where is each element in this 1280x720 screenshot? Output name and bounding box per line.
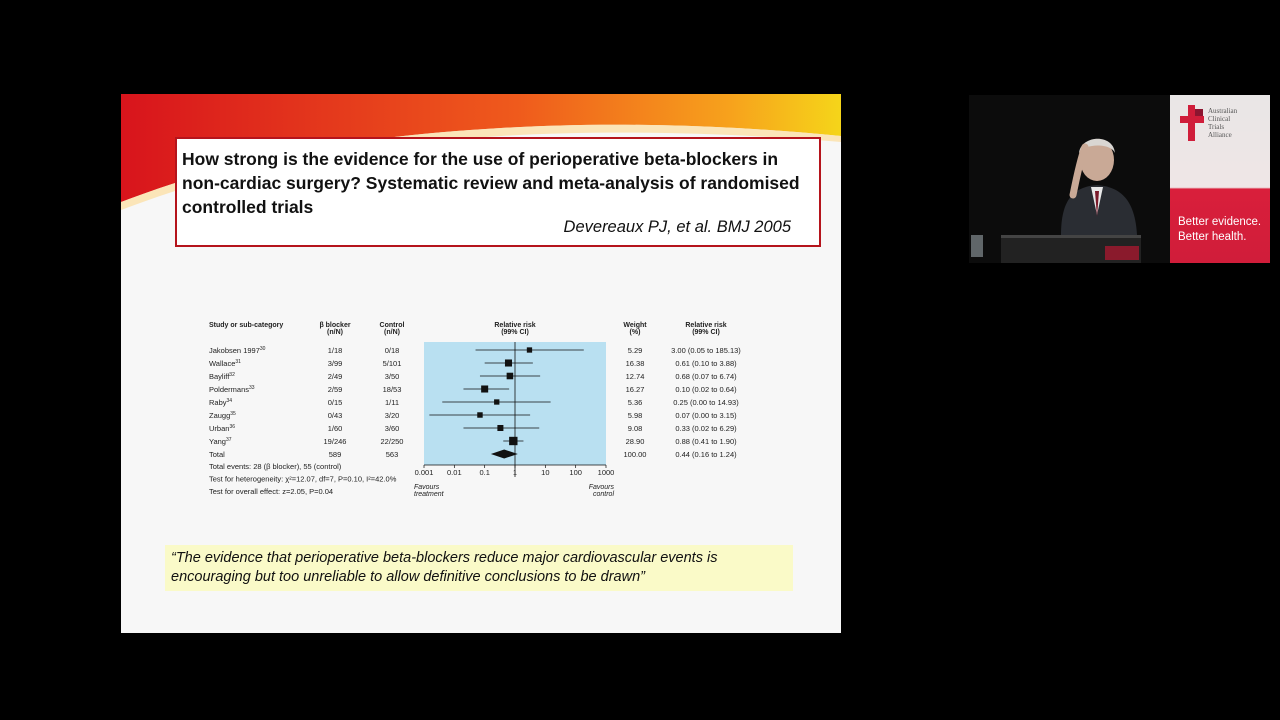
control-cell: 22/250	[380, 437, 404, 446]
footnotes	[209, 462, 397, 496]
study-ref: 34	[226, 398, 233, 404]
study-ref: 36	[229, 424, 235, 430]
footnote-line: Total events: 28 (β blocker), 55 (control)	[209, 462, 342, 471]
effect-marker	[477, 412, 482, 417]
presentation-slide	[121, 94, 841, 633]
ci-cell: 0.61 (0.10 to 3.88)	[675, 359, 737, 368]
study-name: Bayliff$^{32}$	[209, 372, 235, 381]
header-control-sub: (n/N)	[384, 329, 400, 336]
study-name: Urban$^{36}$	[209, 424, 235, 433]
speaker-camera-inset	[969, 95, 1270, 263]
control-cell: 5/101	[382, 359, 402, 368]
header-rr2-sub: (99% CI)	[692, 329, 720, 336]
alliance-cross-logo	[1178, 103, 1208, 143]
effect-marker	[509, 437, 517, 445]
study-name: Jakobsen 1997$^{30}$	[209, 346, 266, 355]
total-control: 563	[385, 450, 399, 459]
podium	[1001, 235, 1141, 263]
study-ref: 35	[230, 411, 236, 417]
weight-cell: 9.08	[627, 424, 643, 433]
banner-org-line: Alliance	[1208, 131, 1232, 139]
ci-cell: 0.25 (0.00 to 14.93)	[673, 398, 739, 407]
weight-cell: 12.74	[625, 372, 645, 381]
header-rr: Relative risk	[494, 322, 536, 329]
header-bblocker-sub: (n/N)	[327, 329, 343, 336]
header-rr2: Relative risk	[685, 322, 727, 329]
citation: Devereaux PJ, et al. BMJ 2005	[563, 218, 791, 236]
favours-right: Favours	[588, 484, 614, 491]
effect-marker	[481, 385, 488, 392]
ci-cell: 0.07 (0.00 to 3.15)	[675, 411, 737, 420]
x-tick-label: 0.1	[479, 468, 490, 477]
footnote-line: Test for heterogeneity: χ²=12.07, df=7, P=0.10, I²=42.0%	[209, 474, 397, 484]
slide-title: How strong is the evidence for the use of perioperative beta-blockers in non-cardiac surgery? Systematic review and meta-analysis of randomised controlled trials	[182, 149, 800, 217]
effect-marker	[497, 425, 503, 431]
control-cell: 1/11	[384, 398, 400, 407]
weight-cell: 28.90	[625, 437, 645, 446]
study-name: Poldermans$^{33}$	[209, 385, 255, 394]
x-tick-label: 100	[569, 468, 582, 477]
effect-marker	[505, 359, 512, 366]
x-tick-label: 1000	[597, 468, 615, 477]
study-ref: 37	[225, 437, 232, 443]
effect-marker	[527, 347, 532, 352]
study-name: Yang$^{37}$	[209, 437, 232, 446]
banner-org-line: Trials	[1208, 123, 1225, 131]
favours-right: control	[592, 491, 614, 498]
study-name: Raby$^{34}$	[209, 398, 233, 407]
control-cell: 3/50	[384, 372, 400, 381]
header-control: Control	[379, 322, 405, 329]
weight-cell: 5.98	[627, 411, 643, 420]
header-weight: Weight	[623, 322, 647, 329]
total-bblocker: 589	[328, 450, 342, 459]
study-ref: 32	[229, 372, 235, 378]
study-name: Wallace$^{31}$	[209, 359, 241, 368]
header-rr-sub: (99% CI)	[501, 329, 529, 336]
total-weight: 100.00	[623, 450, 647, 459]
favours-left: Favours	[414, 484, 440, 491]
bblocker-cell: 3/99	[327, 359, 343, 368]
header-bblocker: β blocker	[319, 322, 351, 329]
bblocker-cell: 1/18	[327, 346, 343, 355]
ci-cell: 0.68 (0.07 to 6.74)	[675, 372, 737, 381]
quote-box: “The evidence that perioperative beta-blockers reduce major cardiovascular events is encouraging but too unreliable to allow definitive conclusions to be drawn”	[165, 545, 793, 591]
weight-cell: 16.38	[625, 359, 645, 368]
ci-cell: 0.10 (0.02 to 0.64)	[675, 385, 737, 394]
weight-cell: 16.27	[625, 385, 645, 394]
ci-cell: 0.33 (0.02 to 6.29)	[675, 424, 737, 433]
weight-cell: 5.36	[627, 398, 643, 407]
bblocker-cell: 2/59	[327, 385, 343, 394]
study-ref: 30	[259, 346, 266, 352]
header-weight-sub: (%)	[629, 329, 641, 336]
control-cell: 3/60	[384, 424, 400, 433]
x-tick-label: 0.001	[414, 468, 434, 477]
total-ci: 0.44 (0.16 to 1.24)	[675, 450, 737, 459]
total-label: Total	[209, 450, 225, 459]
control-cell: 18/53	[382, 385, 402, 394]
bblocker-cell: 19/246	[323, 437, 347, 446]
favours-left: treatment	[414, 491, 444, 498]
banner-org-name	[1208, 107, 1268, 139]
ci-cell: 3.00 (0.05 to 185.13)	[671, 346, 741, 355]
banner-tagline	[1178, 215, 1270, 245]
weight-cell: 5.29	[627, 346, 643, 355]
x-tick-label: 10	[541, 468, 550, 477]
header-study: Study or sub-category	[209, 322, 284, 329]
study-ref: 31	[235, 359, 241, 365]
x-axis	[414, 465, 614, 498]
x-tick-label: 0.01	[447, 468, 462, 477]
study-ref: 33	[249, 385, 255, 391]
podium-logo	[1105, 246, 1139, 260]
banner-org-line: Australian	[1208, 107, 1238, 115]
x-tick-label: 1	[512, 468, 518, 477]
ci-cell: 0.88 (0.41 to 1.90)	[675, 437, 737, 446]
bblocker-cell: 1/60	[327, 424, 343, 433]
bblocker-cell: 0/43	[327, 411, 343, 420]
effect-marker	[507, 373, 514, 380]
effect-marker	[494, 399, 499, 404]
bblocker-cell: 0/15	[327, 398, 343, 407]
footnote-line: Test for overall effect: z=2.05, P=0.04	[209, 487, 334, 496]
banner-org-line: Clinical	[1208, 115, 1231, 123]
study-name: Zaugg$^{35}$	[209, 411, 236, 420]
event-banner	[1170, 95, 1270, 263]
banner-tagline-line: Better evidence.	[1178, 216, 1262, 228]
control-cell: 0/18	[384, 346, 400, 355]
bblocker-cell: 2/49	[327, 372, 343, 381]
forest-headers	[209, 322, 727, 336]
control-cell: 3/20	[384, 411, 400, 420]
banner-tagline-line: Better health.	[1178, 231, 1247, 243]
